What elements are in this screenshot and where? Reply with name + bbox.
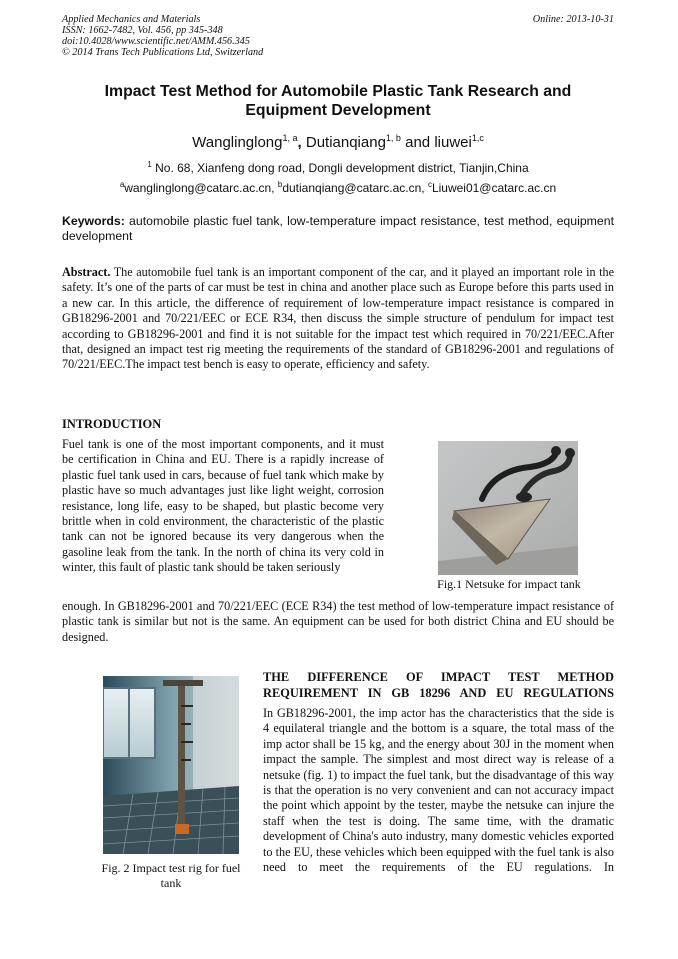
affiliation-superscript: 1 [147,160,152,169]
fig1-photo [438,441,578,575]
abstract-text: The automobile fuel tank is an important component of the car, and it played an important role in the safety. It’s one of the parts of car must be test in china and another place such as Europe before this parts used in a new car. In this article, the difference of requirement of low-temperature impact resistance is compared in GB18296-2001 and 70/221/EEC or ECE R34, then discuss the simple structure of pendulum for impact test according to GB18296-2001 and find it is not suitable for the impact test which required in 70/221/EEC.After that, designed an impact test rig meeting the requirements of the standard of GB18296-2001 and regulations of 70/221/EEC.The impact test bench is easy to operate, efficiency and safety. [62,265,614,372]
email-superscript: b [277,180,283,189]
email-superscript: a [119,180,125,189]
abstract [62,265,614,373]
email-address: dutianqiang@catarc.ac.cn [282,181,422,195]
abstract-label: Abstract. [62,265,111,279]
author-separator: and [400,134,435,151]
fig2-photo [103,676,239,854]
difference-section [263,706,614,875]
issn-line: ISSN: 1662-7482, Vol. 456, pp 345-348 [62,25,223,36]
author-separator: , [297,134,306,151]
fig1-caption: Fig.1 Netsuke for impact tank [437,577,581,591]
author-superscript: 1, a [282,133,298,143]
email-superscript: c [427,180,432,189]
email-address: wanglinglong@catarc.ac.cn [124,181,272,195]
email-list [62,178,614,195]
difference-heading: THE DIFFERENCE OF IMPACT TEST METHOD REQUIREMENT IN GB 18296 AND EU REGULATIONS [263,670,614,700]
author-superscript: 1,c [471,133,484,143]
author-name: liuwei [434,134,472,151]
author-name: Dutianqiang [305,134,386,151]
online-date: Online: 2013-10-31 [532,14,614,25]
doi-line: doi:10.4028/www.scientific.net/AMM.456.345 [62,36,250,47]
email-separator: , [271,181,278,195]
paper-title: Impact Test Method for Automobile Plastic Tank Research and Equipment Development [104,83,572,119]
email-separator: , [421,181,428,195]
introduction-paragraph: Fuel tank is one of the most important components, and it must be certification in China and EU. There is a rapidly increase of plastic fuel tank used in cars, because of fuel tank which make by plastic have so much advantages just like light weight, corrosion resistance, long life, easy to be shaped, but plastic become very brittle when in cold environment, the characteristic of the plastic tank can not be ignored because its very dangerous when the gasoline leak from the tank. In the north of china its very cold in winter, this fault of plastic tank should be taken seriously [62,437,384,575]
introduction-heading: INTRODUCTION [62,417,162,431]
author-list [62,129,614,152]
journal-header [62,14,614,58]
keywords-label: Keywords: [62,214,125,228]
copyright-line: © 2014 Trans Tech Publications Ltd, Switzerland [62,47,264,58]
introduction-paragraph-continued: enough. In GB18296-2001 and 70/221/EEC (ECE R34) the test method of low-temperature impact resistance of plastic tank is similar but not is the same. An equipment can be used for both district China and EU should be designed. [62,599,614,644]
journal-name: Applied Mechanics and Materials [62,14,201,25]
keywords [62,214,614,244]
keywords-text: automobile plastic fuel tank, low-temperature impact resistance, test method, equipment development [62,214,614,243]
email-address: Liuwei01@catarc.ac.cn [431,181,557,195]
author-name: Wanglinglong [192,134,283,151]
difference-paragraph: In GB18296-2001, the imp actor has the characteristics that the side is 4 equilateral triangle and the bottom is a square, the total mass of the imp actor shall be 15 kg, and the energy about 30J in the moment when impact the sample. The simplest and most direct way is release of a netsuke (fig. 1) to impact the fuel tank, but the disadvantage of this way is that the operation is no very convenient and can not accuracy impact the point which appoint by the tester, maybe the netsuke can injure the staff when the test is doing. The same time, with the dramatic development of China's auto industry, many domestic vehicles exported to the EU, these vehicles which been equipped with the fuel tank is also need to meet the requirements of the EU regulations. In [263,706,614,875]
affiliation-text: No. 68, Xianfeng dong road, Dongli development district, Tianjin,China [151,161,529,175]
fig2-caption: Fig. 2 Impact test rig for fuel tank [101,861,241,890]
author-superscript: 1, b [385,133,401,143]
affiliation [62,158,614,175]
